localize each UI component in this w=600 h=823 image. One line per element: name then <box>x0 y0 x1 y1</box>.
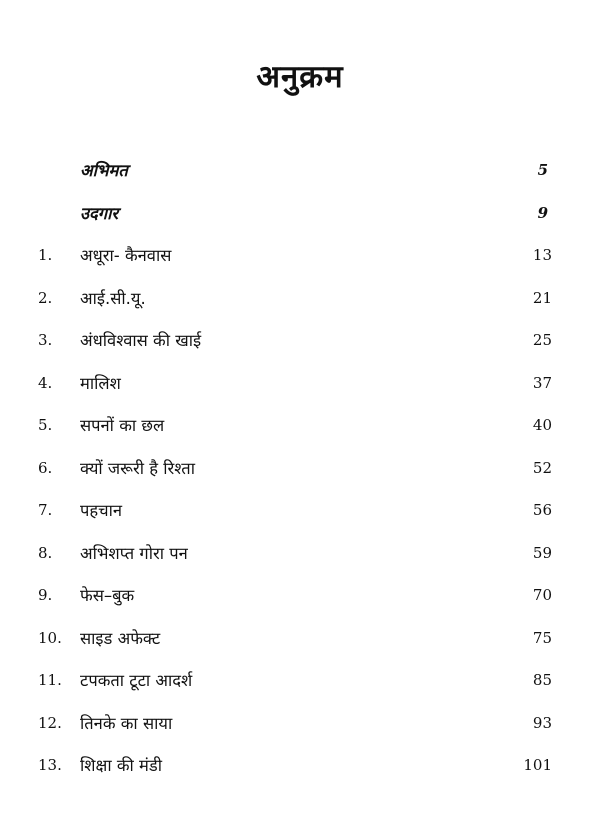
toc-entry-number: 13. <box>38 756 62 774</box>
toc-entry-8 <box>0 536 600 579</box>
toc-entry-number: 11. <box>38 671 62 689</box>
toc-entry-label: आई.सी.यू. <box>80 288 146 308</box>
toc-entry-number: 6. <box>38 458 53 477</box>
toc-entry-11 <box>0 663 600 706</box>
toc-entry-12 <box>0 706 600 749</box>
toc-entry-page: 13 <box>532 246 552 264</box>
toc-entry-label: शिक्षा की मंडी <box>80 756 163 775</box>
toc-entry-page: 5 <box>537 161 548 179</box>
toc-entry-number: 7. <box>38 501 53 519</box>
toc-entry-9 <box>0 578 600 621</box>
toc-entry-page: 75 <box>532 628 552 647</box>
toc-entry-label: अंधविश्वास की खाई <box>80 331 202 350</box>
toc-entry-number: 10. <box>38 628 62 647</box>
toc-entry-4 <box>0 366 600 409</box>
toc-entry-page: 56 <box>532 501 552 519</box>
toc-entry-number: 8. <box>38 543 53 562</box>
toc-entry-label: अधूरा- कैनवास <box>80 246 172 265</box>
toc-entry-label: क्यों जरूरी है रिश्ता <box>80 458 195 478</box>
page-title: अनुक्रम <box>256 58 344 95</box>
toc-entry-page: 101 <box>523 756 552 774</box>
table-of-contents <box>0 153 600 791</box>
toc-entry-label: साइड अफेक्ट <box>80 628 161 648</box>
toc-entry-label: अभिशप्त गोरा पन <box>80 543 188 563</box>
toc-entry-page: 37 <box>532 373 552 392</box>
toc-entry-6 <box>0 451 600 494</box>
toc-entry-label: अभिमत <box>80 161 128 180</box>
toc-entry-2 <box>0 281 600 324</box>
toc-entry-page: 52 <box>532 458 552 477</box>
toc-entry-number: 3. <box>38 331 53 349</box>
toc-entry-page: 25 <box>532 331 552 349</box>
toc-entry-label: फेस–बुक <box>80 586 135 605</box>
toc-entry-page: 21 <box>532 288 552 307</box>
toc-entry-number: 1. <box>38 246 53 264</box>
toc-entry-page: 59 <box>532 543 552 562</box>
toc-entry-3 <box>0 323 600 366</box>
toc-entry-page: 40 <box>532 416 552 434</box>
toc-entry-number: 12. <box>38 713 62 732</box>
toc-entry-label: सपनों का छल <box>80 416 165 435</box>
toc-entry-1 <box>0 238 600 281</box>
toc-entry-page: 70 <box>532 586 552 604</box>
toc-entry-label: उदगार <box>80 203 119 223</box>
toc-entry-number: 9. <box>38 586 53 604</box>
toc-entry-page: 85 <box>532 671 552 689</box>
toc-entry-number: 2. <box>38 288 53 307</box>
toc-entry-label: पहचान <box>80 501 123 520</box>
toc-entry-number: 5. <box>38 416 53 434</box>
toc-entry-front-2 <box>0 196 600 239</box>
toc-entry-front-1 <box>0 153 600 196</box>
toc-entry-page: 93 <box>532 713 552 732</box>
toc-entry-label: तिनके का साया <box>80 713 173 733</box>
toc-entry-number: 4. <box>38 373 53 392</box>
toc-entry-label: मालिश <box>80 373 121 393</box>
toc-entry-5 <box>0 408 600 451</box>
toc-entry-page: 9 <box>537 203 548 222</box>
toc-entry-10 <box>0 621 600 664</box>
toc-entry-7 <box>0 493 600 536</box>
toc-entry-label: टपकता टूटा आदर्श <box>80 671 193 690</box>
toc-entry-13 <box>0 748 600 791</box>
